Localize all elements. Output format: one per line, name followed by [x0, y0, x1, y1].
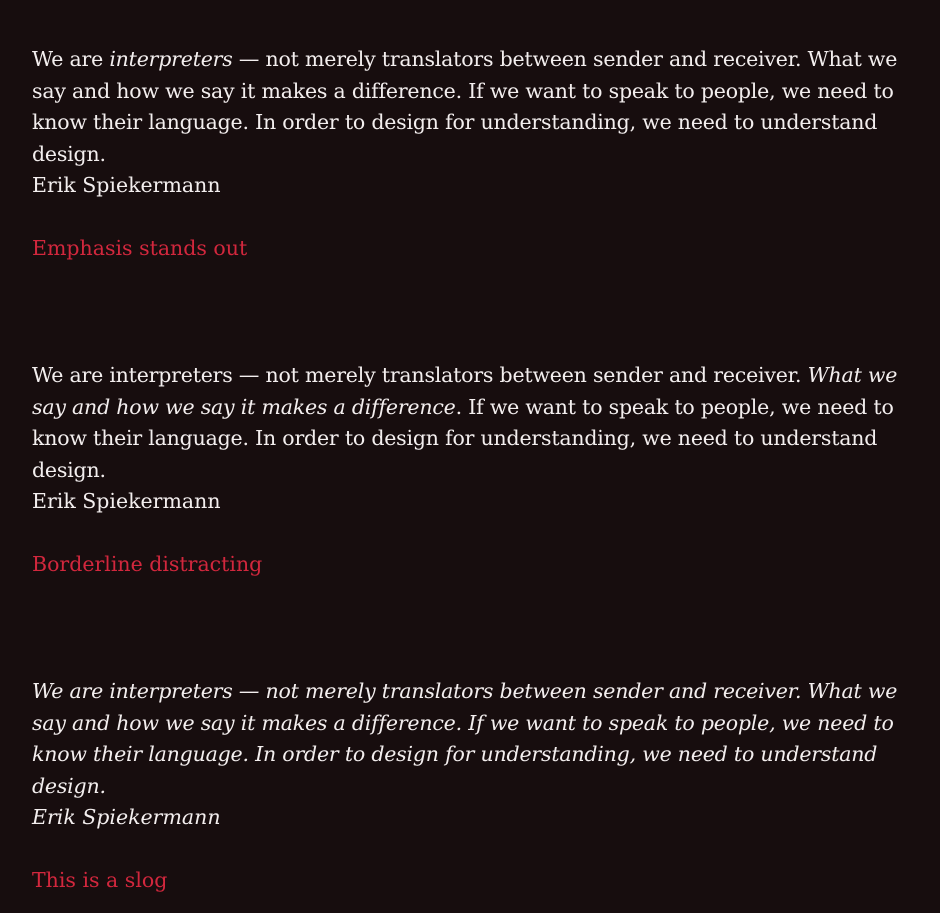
example-emphasis-stands-out [32, 44, 912, 264]
example-caption: Emphasis stands out [32, 235, 248, 260]
quote-author: Erik Spiekermann [32, 173, 221, 197]
quote-text [32, 44, 912, 170]
quote-text [32, 360, 912, 486]
quote-text [32, 676, 912, 802]
quote-part: . If we want to speak to people, we need to know their language. In order to design for understanding, we need to understand design. [32, 394, 894, 482]
quote-author: Erik Spiekermann [32, 489, 221, 513]
quote-part-italic: interpreters [109, 47, 233, 71]
quote-part: We are [32, 47, 110, 71]
example-borderline-distracting [32, 360, 912, 580]
example-caption: Borderline distracting [32, 551, 263, 576]
quote-part: We are interpreters — not merely translators between sender and receiver. [32, 363, 808, 387]
quote-author: Erik Spiekermann [32, 805, 221, 829]
quote-part-italic: What we say and how we say it makes a difference [32, 363, 898, 419]
example-caption: This is a slog [32, 867, 168, 892]
quote-part: — not merely translators between sender and receiver. What we say and how we say it makes a difference. If we want to speak to people, we need to know their language. In order to design for understanding, we need to understand design. [32, 47, 898, 166]
example-this-is-a-slog [32, 676, 912, 896]
quote-part-italic: We are interpreters — not merely translators between sender and receiver. What we say and how we say it makes a difference. If we want to speak to people, we need to know their language. In order to design for understanding, we need to understand design. [32, 679, 898, 798]
